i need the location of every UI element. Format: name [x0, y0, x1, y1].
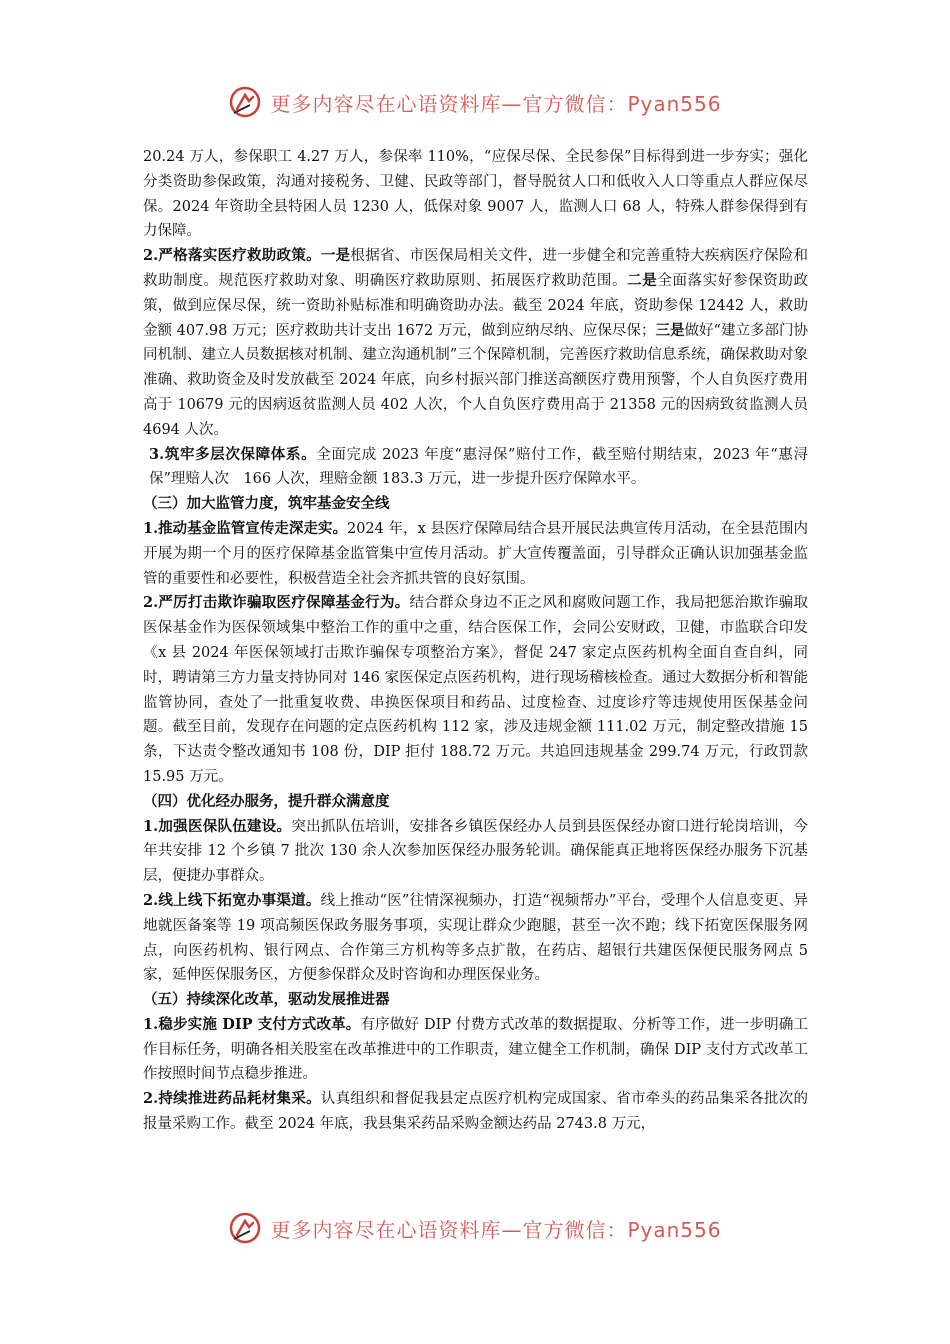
paragraph — [143, 517, 808, 591]
bold-text-run: 二是 — [627, 271, 658, 289]
bold-text-run: 三是 — [655, 321, 685, 339]
text-run: 突出抓队伍培训，安排各乡镇医保经办人员到县医保经办窗口进行轮岗培训，今年共安排 12 个乡镇 7 批次 130 余人次参加医保经办服务轮训。确保能真正地将医保经办服务下沉基层，便捷办事群众。 — [143, 818, 809, 885]
text-run: 全面完成 2023 年度“惠浔保”赔付工作，截至赔付期结束，2023 年“惠浔保”理赔人次 166 人次，理赔金额 183.3 万元，进一步提升医疗保障水平。 — [149, 446, 808, 488]
text-run: 根据省、市医保局相关文件，进一步健全和完善重特大疾病医疗保险和救助制度。规范医疗救助对象、明确医疗救助原则、拓展医疗救助范围。 — [143, 248, 809, 289]
paragraph — [143, 591, 808, 789]
bold-text-run: 2.严格落实医疗救助政策。 — [143, 247, 321, 265]
text-run: 全面落实好参保资助政策，做到应保尽保，统一资助补贴标准和明确资助办法。截至 2024 年底，资助参保 12442 人，救助金额 407.98 万元；医疗救助共计支出 1672 万元，做到应纳尽纳、应保尽保； — [143, 272, 809, 339]
bold-text-run: （五）持续深化改革，驱动发展推进器 — [143, 991, 390, 1009]
text-run: 结合群众身边不正之风和腐败问题工作，我局把惩治欺诈骗取医保基金作为医保领域集中整治工作的重中之重，结合医保工作，会同公安财政，卫健，市监联合印发《x 县 2024 年医保领域打击欺诈骗保专项整治方案》，督促 247 家定点医药机构全面自查自纠，同时，聘请第三方力量支持协同对 146 家医保定点医药机构，进行现场稽核检查。通过大数据分析和智能监管协同，查处了一批重复收费、串换医保项目和药品、过度检查、过度诊疗等违规使用医保基金问题。截至目前，发现存在问题的定点医药机构 112 家，涉及违规金额 111.02 万元，制定整改措施 15 条，下达责令整改通知书 108 份，DIP 拒付 188.72 万元。共追回违规基金 299.74 万元，行政罚款 15.95 万元。 — [143, 595, 809, 785]
paragraph — [143, 790, 808, 815]
bold-text-run: （三）加大监管力度，筑牢基金安全线 — [143, 495, 390, 513]
watermark-banner-top — [0, 82, 950, 122]
watermark-banner-bottom — [0, 1208, 950, 1248]
text-run: 有序做好 DIP 付费方式改革的数据提取、分析等工作，进一步明确工作目标任务，明确各相关股室在改革推进中的工作职责，建立健全工作机制，确保 DIP 支付方式改革工作按照时间节点稳步推进。 — [143, 1016, 808, 1083]
bold-text-run: 2.严厉打击欺诈骗取医疗保障基金行为。 — [143, 594, 410, 612]
text-run: 20.24 万人，参保职工 4.27 万人，参保率 110%，“应保尽保、全民参保”目标得到进一步夯实；强化分类资助参保政策，沟通对接税务、卫健、民政等部门，督导脱贫人口和低收入人口等重点人群应保尽保。2024 年资助全县特困人员 1230 人，低保对象 9007 人，监测人口 68 人，特殊人群参保得到有力保障。 — [143, 149, 808, 240]
watermark-text: 更多内容尽在心语资料库—官方微信：Pyan556 — [270, 91, 722, 116]
paragraph — [143, 244, 808, 442]
document-body — [143, 145, 808, 1137]
watermark-text: 更多内容尽在心语资料库—官方微信：Pyan556 — [270, 1217, 722, 1242]
bold-text-run: 1.推动基金监管宣传走深走实。 — [143, 519, 347, 537]
paragraph — [143, 145, 808, 244]
paragraph — [143, 988, 808, 1013]
bold-text-run: 3.筑牢多层次保障体系。 — [149, 445, 317, 463]
text-run: 做好“建立多部门协同机制、建立人员数据核对机制、建立沟通机制”三个保障机制，完善医疗救助信息系统，确保救助对象准确、救助资金及时发放截至 2024 年底，向乡村振兴部门推送高额医疗费用预警，个人自负医疗费用高于 10679 元的因病返贫监测人员 402 人次，个人自负医疗费用高于 21358 元的因病致贫监测人员 4694 人次。 — [143, 322, 809, 438]
bold-text-run: 2.线上线下拓宽办事渠道。 — [143, 891, 321, 909]
text-run: 2024 年，x 县医疗保障局结合县开展民法典宣传月活动，在全县范围内开展为期一个月的医疗保障基金监管集中宣传月活动。扩大宣传覆盖面，引导群众正确认识加强基金监管的重要性和必要性，积极营造全社会齐抓共管的良好氛围。 — [143, 520, 808, 587]
paragraph — [143, 815, 808, 889]
text-run: 认真组织和督促我县定点医疗机构完成国家、省市牵头的药品集采各批次的报量采购工作。截至 2024 年底，我县集采药品采购金额达药品 2743.8 万元， — [143, 1091, 808, 1133]
library-logo-icon — [228, 85, 262, 119]
paragraph — [143, 443, 808, 493]
bold-text-run: 1.加强医保队伍建设。 — [143, 817, 292, 835]
paragraph — [143, 889, 808, 988]
bold-text-run: 2.持续推进药品耗材集采。 — [143, 1090, 321, 1108]
text-run: 线上推动“医”往情深视频办，打造“视频帮办”平台，受理个人信息变更、异地就医备案等 19 项高频医保政务服务事项，实现让群众少跑腿，甚至一次不跑；线下拓宽医保服务网点，向医药机构、银行网点、合作第三方机构等多点扩散，在药店、超银行共建医保便民服务网点 5 家，延伸医保服务区，方便参保群众及时咨询和办理医保业务。 — [143, 892, 808, 984]
paragraph — [143, 492, 808, 517]
paragraph — [143, 1013, 808, 1087]
bold-text-run: 一是 — [320, 247, 351, 265]
bold-text-run: 1.稳步实施 DIP 支付方式改革。 — [143, 1015, 361, 1033]
library-logo-icon — [228, 1211, 262, 1245]
bold-text-run: （四）优化经办服务，提升群众满意度 — [143, 792, 390, 810]
paragraph — [143, 1087, 808, 1137]
